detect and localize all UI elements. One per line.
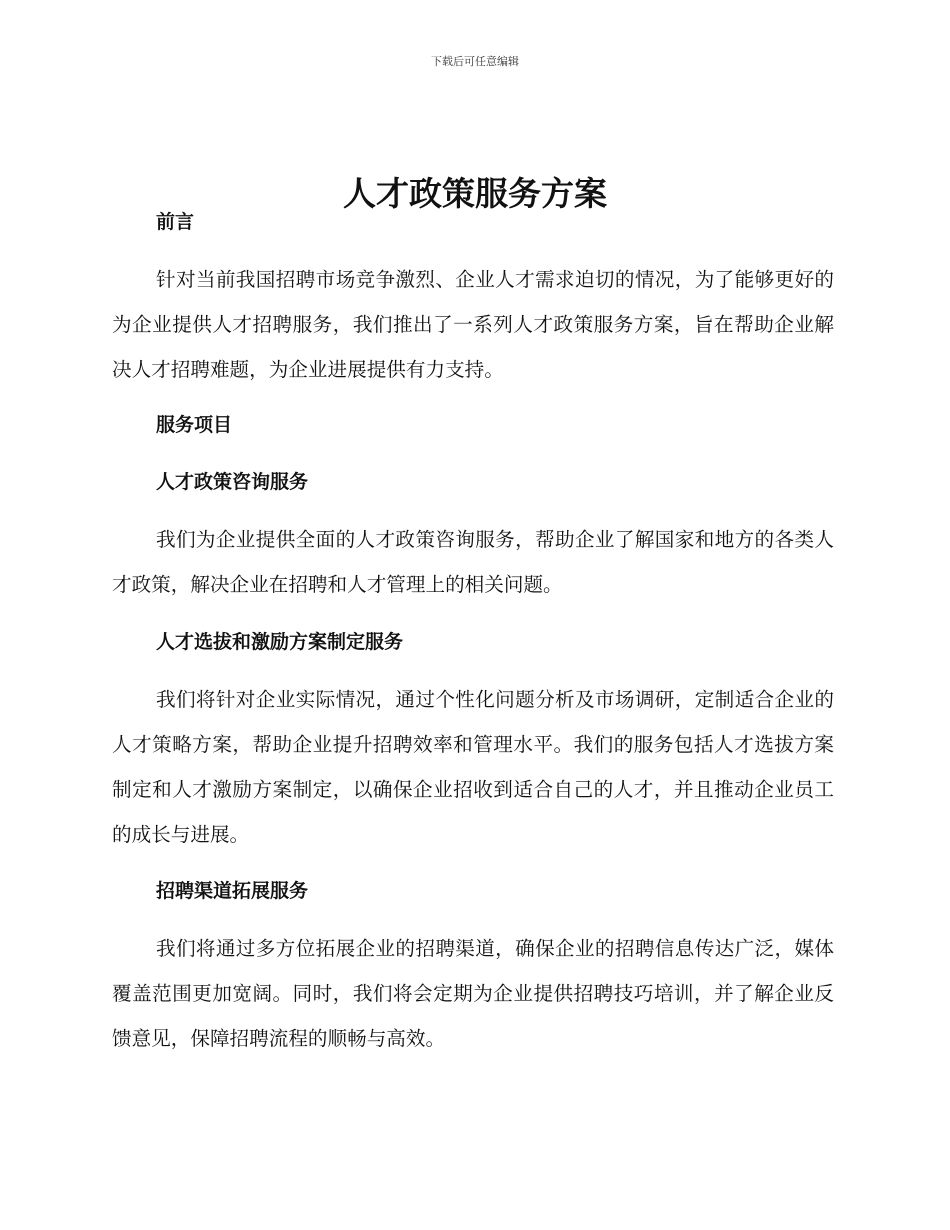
section-heading-preface: 前言	[156, 211, 195, 233]
section-paragraph-recruitment-channels: 我们将通过多方位拓展企业的招聘渠道，确保企业的招聘信息传达广泛，媒体覆盖范围更加宽阔。同时，我们将会定期为企业提供招聘技巧培训，并了解企业反馈意见，保障招聘流程的顺畅与高效。	[112, 937, 834, 1050]
section-paragraph-selection-incentive: 我们将针对企业实际情况，通过个性化问题分析及市场调研，定制适合企业的人才策略方案，帮助企业提升招聘效率和管理水平。我们的服务包括人才选拔方案制定和人才激励方案制定，以确保企业招收到适合自己的人才，并且推动企业员工的成长与进展。	[112, 688, 834, 846]
section-paragraph-preface: 针对当前我国招聘市场竞争激烈、企业人才需求迫切的情况，为了能够更好的为企业提供人才招聘服务，我们推出了一系列人才政策服务方案，旨在帮助企业解决人才招聘难题，为企业进展提供有力支持。	[112, 268, 834, 381]
section-heading-service-items: 服务项目	[156, 414, 233, 436]
document-body	[112, 202, 834, 1061]
header-watermark: 下载后可任意编辑	[431, 55, 519, 68]
section-paragraph-policy-consulting: 我们为企业提供全面的人才政策咨询服务，帮助企业了解国家和地方的各类人才政策，解决企业在招聘和人才管理上的相关问题。	[112, 528, 834, 596]
section-heading-selection-incentive: 人才选拔和激励方案制定服务	[156, 631, 404, 653]
document-title: 人才政策服务方案	[343, 174, 607, 214]
section-heading-policy-consulting: 人才政策咨询服务	[156, 471, 309, 493]
section-heading-recruitment-channels: 招聘渠道拓展服务	[156, 880, 309, 902]
